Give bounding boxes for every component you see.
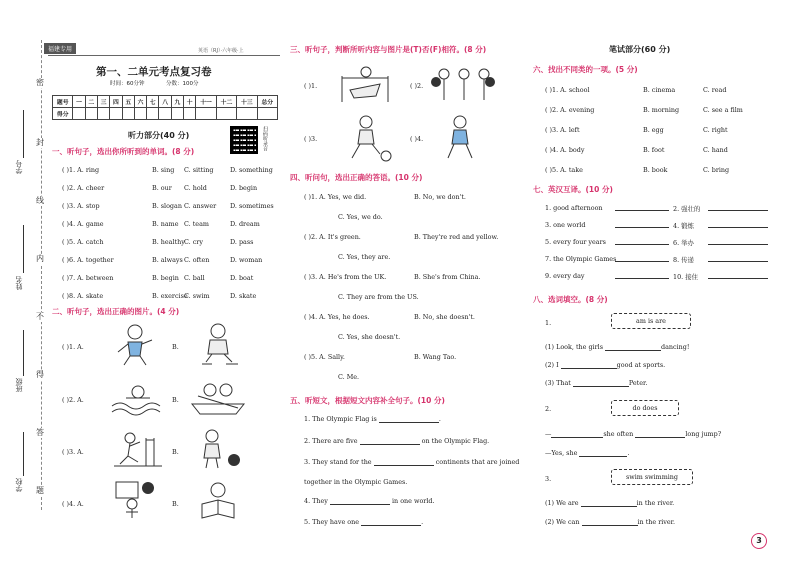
s4-option-a: ( )2. A. It's green. xyxy=(304,233,361,241)
cheerleaders-image[interactable] xyxy=(430,62,496,106)
s7-chinese-item: 10. 接住 xyxy=(673,273,698,281)
school-line xyxy=(23,432,24,476)
s2-option-b: B. xyxy=(172,448,179,456)
qr-code-label: 扫码听录音 xyxy=(262,126,268,151)
score-cell: 十二 xyxy=(216,96,236,108)
s1-option-d: D. woman xyxy=(230,256,263,264)
seal-char: 封 xyxy=(36,138,44,147)
score-table xyxy=(52,95,278,120)
s1-question: ( )2. A. cheer xyxy=(62,184,105,192)
s6-option-b: B. morning xyxy=(643,106,680,114)
s7-english-item: 5. every four years xyxy=(545,238,606,246)
s6-option-a: ( )3. A. left xyxy=(545,126,580,134)
score-cell: 得分 xyxy=(53,108,73,120)
s8-group-1-number: 1. xyxy=(545,319,552,327)
s5-line-4: 4. They in one world. xyxy=(304,497,435,505)
section-5-title: 五、听短文，根据短文内容补全句子。(10 分) xyxy=(290,396,445,405)
score-cell: 八 xyxy=(159,96,171,108)
s4-option-b: B. She's from China. xyxy=(414,273,481,281)
score-cell: 二 xyxy=(85,96,97,108)
s6-option-b: B. egg xyxy=(643,126,664,134)
section-2-title: 二、听句子，选出正确的图片。(4 分) xyxy=(52,307,180,316)
s2-option-b: B. xyxy=(172,343,179,351)
s6-option-b: B. book xyxy=(643,166,668,174)
binding-margin xyxy=(0,0,48,567)
s1-option-c: C. swim xyxy=(184,292,210,300)
s4-option-c: C. Yes, we do. xyxy=(338,213,383,221)
s1-question: ( )8. A. skate xyxy=(62,292,104,300)
s7-chinese-item: 4. 锻炼 xyxy=(673,222,694,230)
s8-word-box-3: swim swimming xyxy=(611,469,693,485)
s3-item: ( )3. xyxy=(304,135,318,143)
answer-blank[interactable] xyxy=(635,437,685,438)
student-number-label: 学号 xyxy=(15,160,23,174)
s1-question: ( )1. A. ring xyxy=(62,166,100,174)
s1-option-b: B. healthy xyxy=(152,238,185,246)
s1-option-c: C. hold xyxy=(184,184,207,192)
s1-option-b: B. always xyxy=(152,256,183,264)
score-cell: 四 xyxy=(110,96,122,108)
s5-line-3: 3. They stand for the continents that are joined xyxy=(304,458,520,466)
s1-option-d: D. begin xyxy=(230,184,258,192)
s1-option-c: C. sitting xyxy=(184,166,214,174)
score-entry[interactable] xyxy=(85,108,97,120)
s7-chinese-item: 6. 举办 xyxy=(673,239,694,247)
score-table-header xyxy=(53,96,278,108)
s1-question: ( )4. A. game xyxy=(62,220,104,228)
exam-time: 时间：60分钟 xyxy=(110,81,145,87)
score-cell: 十一 xyxy=(196,96,216,108)
s7-english-item: 3. one world xyxy=(545,221,586,229)
s4-option-a: ( )5. A. Sally. xyxy=(304,353,345,361)
written-section-title: 笔试部分(60 分) xyxy=(609,45,671,54)
student-number-line xyxy=(23,110,24,158)
s8-word-box-1: am is are xyxy=(611,313,691,329)
header-edition: 英语（RJ）·六年级·上 xyxy=(198,48,244,54)
answer-blank[interactable] xyxy=(708,278,768,279)
score-cell: 题号 xyxy=(53,96,73,108)
column-middle xyxy=(290,0,530,567)
s1-option-c: C. often xyxy=(184,256,210,264)
s4-option-c: C. Yes, she doesn't. xyxy=(338,333,401,341)
answer-blank[interactable] xyxy=(581,506,637,507)
answer-blank[interactable] xyxy=(579,456,627,457)
answer-blank[interactable] xyxy=(379,422,439,423)
seal-char: 答 xyxy=(36,428,44,437)
s1-option-c: C. ball xyxy=(184,274,205,282)
answer-blank[interactable] xyxy=(615,227,669,228)
score-cell: 总分 xyxy=(257,96,277,108)
s4-option-c: C. Yes, they are. xyxy=(338,253,391,261)
score-entry[interactable] xyxy=(73,108,85,120)
s3-item: ( )1. xyxy=(304,82,318,90)
s1-option-b: B. name xyxy=(152,220,179,228)
score-table-row xyxy=(53,108,278,120)
score-entry[interactable] xyxy=(257,108,277,120)
s4-option-a: ( )4. A. Yes, he does. xyxy=(304,313,370,321)
s2-option-b: B. xyxy=(172,396,179,404)
s4-option-c: C. Me. xyxy=(338,373,360,381)
s2-item: ( )4. A. xyxy=(62,500,84,508)
section-6-title: 六、找出不同类的一项。(5 分) xyxy=(533,65,638,74)
s1-question: ( )6. A. together xyxy=(62,256,114,264)
score-cell: 三 xyxy=(97,96,109,108)
answer-blank[interactable] xyxy=(615,210,669,211)
score-cell: 十三 xyxy=(237,96,257,108)
answer-blank[interactable] xyxy=(374,465,434,466)
answer-blank[interactable] xyxy=(360,444,420,445)
score-cell: 九 xyxy=(171,96,183,108)
s2-item: ( )2. A. xyxy=(62,396,84,404)
high-jump-image[interactable] xyxy=(336,62,396,106)
s4-option-c: C. They are from the US. xyxy=(338,293,419,301)
answer-blank[interactable] xyxy=(708,227,768,228)
s4-option-b: B. No, we don't. xyxy=(414,193,466,201)
s8-group-3-number: 3. xyxy=(545,475,552,483)
s1-question: ( )5. A. catch xyxy=(62,238,104,246)
s6-option-a: ( )2. A. evening xyxy=(545,106,595,114)
score-cell: 五 xyxy=(122,96,134,108)
s4-option-a: ( )3. A. He's from the UK. xyxy=(304,273,387,281)
score-entry[interactable] xyxy=(159,108,171,120)
s2-option-b: B. xyxy=(172,500,179,508)
answer-blank[interactable] xyxy=(708,210,768,211)
class-line xyxy=(23,330,24,376)
answer-blank[interactable] xyxy=(330,504,390,505)
s6-option-a: ( )4. A. body xyxy=(545,146,585,154)
s1-question: ( )3. A. stop xyxy=(62,202,100,210)
name-label: 姓名 xyxy=(15,276,23,290)
boy-basketball-image[interactable] xyxy=(110,478,166,522)
boy-walking-image[interactable] xyxy=(110,322,160,366)
score-entry[interactable] xyxy=(110,108,122,120)
score-entry[interactable] xyxy=(97,108,109,120)
score-cell: 十 xyxy=(184,96,196,108)
score-entry[interactable] xyxy=(134,108,146,120)
seal-char: 内 xyxy=(36,254,44,263)
s1-option-d: D. something xyxy=(230,166,273,174)
s1-option-b: B. exercise xyxy=(152,292,188,300)
section-7-title: 七、英汉互译。(10 分) xyxy=(533,185,613,194)
s5-line-3b: together in the Olympic Games. xyxy=(304,478,408,486)
qr-code-icon[interactable] xyxy=(230,126,258,154)
rowing-boat-image[interactable] xyxy=(188,374,248,418)
region-tag: 福建专用 xyxy=(44,43,76,54)
s4-option-b: B. They're red and yellow. xyxy=(414,233,499,241)
s1-option-d: D. pass xyxy=(230,238,254,246)
s4-option-a: ( )1. A. Yes, we did. xyxy=(304,193,367,201)
s8-word-box-2: do does xyxy=(611,400,679,416)
answer-blank[interactable] xyxy=(361,525,421,526)
section-8-title: 八、选词填空。(8 分) xyxy=(533,295,608,304)
girl-with-ball-image[interactable] xyxy=(188,426,248,470)
seal-char: 密 xyxy=(36,78,44,87)
seal-char: 线 xyxy=(36,196,44,205)
s1-option-d: D. skate xyxy=(230,292,257,300)
answer-blank[interactable] xyxy=(582,525,638,526)
s6-option-c: C. read xyxy=(703,86,727,94)
section-4-title: 四、听问句，选出正确的答语。(10 分) xyxy=(290,173,423,182)
s7-english-item: 1. good afternoon xyxy=(545,204,603,212)
score-cell: 六 xyxy=(134,96,146,108)
seal-char: 不 xyxy=(36,312,44,321)
score-entry[interactable] xyxy=(237,108,257,120)
s1-option-c: C. cry xyxy=(184,238,203,246)
s1-option-d: D. dream xyxy=(230,220,260,228)
name-line xyxy=(23,225,24,273)
s6-option-c: C. see a film xyxy=(703,106,743,114)
s6-option-a: ( )5. A. take xyxy=(545,166,583,174)
s1-option-d: D. boat xyxy=(230,274,254,282)
boy-running-image[interactable] xyxy=(430,114,490,162)
header-rule xyxy=(48,55,280,56)
seal-char: 得 xyxy=(36,370,44,379)
s1-option-b: B. slogan xyxy=(152,202,182,210)
score-cell: 七 xyxy=(147,96,159,108)
answer-blank[interactable] xyxy=(615,244,669,245)
s1-option-b: B. begin xyxy=(152,274,179,282)
school-label: 学校 xyxy=(15,478,23,492)
s7-chinese-item: 8. 传递 xyxy=(673,256,694,264)
column-left xyxy=(48,0,280,567)
s4-option-b: B. No, she doesn't. xyxy=(414,313,475,321)
s6-option-c: C. right xyxy=(703,126,728,134)
s1-question: ( )7. A. between xyxy=(62,274,114,282)
reading-book-image[interactable] xyxy=(188,478,248,522)
answer-blank[interactable] xyxy=(561,368,617,369)
answer-blank[interactable] xyxy=(615,261,669,262)
score-cell: 一 xyxy=(73,96,85,108)
exam-score: 分数：100分 xyxy=(166,81,199,87)
section-1-title: 一、听句子，选出你所听到的单词。(8 分) xyxy=(52,147,195,156)
s2-item: ( )1. A. xyxy=(62,343,84,351)
s3-item: ( )4. xyxy=(410,135,424,143)
soccer-player-image[interactable] xyxy=(336,114,396,162)
answer-blank[interactable] xyxy=(605,350,661,351)
score-entry[interactable] xyxy=(147,108,159,120)
s7-chinese-item: 2. 强壮的 xyxy=(673,205,701,213)
s8-group-2-number: 2. xyxy=(545,405,552,413)
section-3-title: 三、听句子，判断所听内容与图片是(T)否(F)相符。(8 分) xyxy=(290,45,487,54)
s7-english-item: 9. every day xyxy=(545,272,585,280)
s5-line-1: 1. The Olympic Flag is . xyxy=(304,415,441,423)
score-entry[interactable] xyxy=(171,108,183,120)
answer-blank[interactable] xyxy=(573,386,629,387)
score-entry[interactable] xyxy=(184,108,196,120)
score-entry[interactable] xyxy=(196,108,216,120)
listening-section-title: 听力部分(40 分) xyxy=(128,131,190,140)
answer-blank[interactable] xyxy=(708,244,768,245)
s1-option-d: D. sometimes xyxy=(230,202,274,210)
s2-item: ( )3. A. xyxy=(62,448,84,456)
s1-option-c: C. team xyxy=(184,220,209,228)
s6-option-c: C. hand xyxy=(703,146,728,154)
seal-char: 题 xyxy=(36,486,44,495)
answer-blank[interactable] xyxy=(551,437,603,438)
column-right: 笔试部分(60 分) 六、找出不同类的一项。(5 分) 七、英汉互译。(10 分) 八、选词填空。(8 分) 1. am is are (1) Look, the girls dancing! (2) I good at sports. (3) That Peter. 2. do does — she often long jump? —Yes, she . 3. swim swimming (1) We are in the river. (2) We can in the river. ( )1. A. school B. cinema C. read ( )2. A. evening B. morning C. see a film ( )3. A. left B. egg C. right ( )4. A. body B. foot C. hand ( )5. A. take B. book C. bring 1. good afternoon 2. 强壮的 3. one world 4. 锻炼 5. every four years 6. 举办 7. the Olympic Games 8. 传递 9. every day 10. 接住 xyxy=(533,0,783,567)
s1-option-c: C. answer xyxy=(184,202,217,210)
class-label: 班级 xyxy=(15,378,23,392)
s7-english-item: 7. the Olympic Games xyxy=(545,255,617,263)
s1-option-b: B. sing xyxy=(152,166,175,174)
s4-option-b: B. Wang Tao. xyxy=(414,353,457,361)
page-title: 第一、二单元考点复习卷 xyxy=(96,66,212,78)
s6-option-b: B. foot xyxy=(643,146,665,154)
long-jump-image[interactable] xyxy=(110,426,166,470)
s5-line-2: 2. There are five on the Olympic Flag. xyxy=(304,437,490,445)
s1-option-b: B. our xyxy=(152,184,172,192)
s6-option-a: ( )1. A. school xyxy=(545,86,590,94)
page-number: 3 xyxy=(751,533,767,549)
s5-line-5: 5. They have one . xyxy=(304,518,424,526)
s3-item: ( )2. xyxy=(410,82,424,90)
score-entry[interactable] xyxy=(216,108,236,120)
swimming-image[interactable] xyxy=(110,374,166,418)
answer-blank[interactable] xyxy=(708,261,768,262)
s6-option-b: B. cinema xyxy=(643,86,676,94)
score-entry[interactable] xyxy=(122,108,134,120)
answer-blank[interactable] xyxy=(615,278,669,279)
s6-option-c: C. bring xyxy=(703,166,730,174)
girl-skating-image[interactable] xyxy=(188,322,248,366)
seal-dashed-line xyxy=(41,40,42,510)
